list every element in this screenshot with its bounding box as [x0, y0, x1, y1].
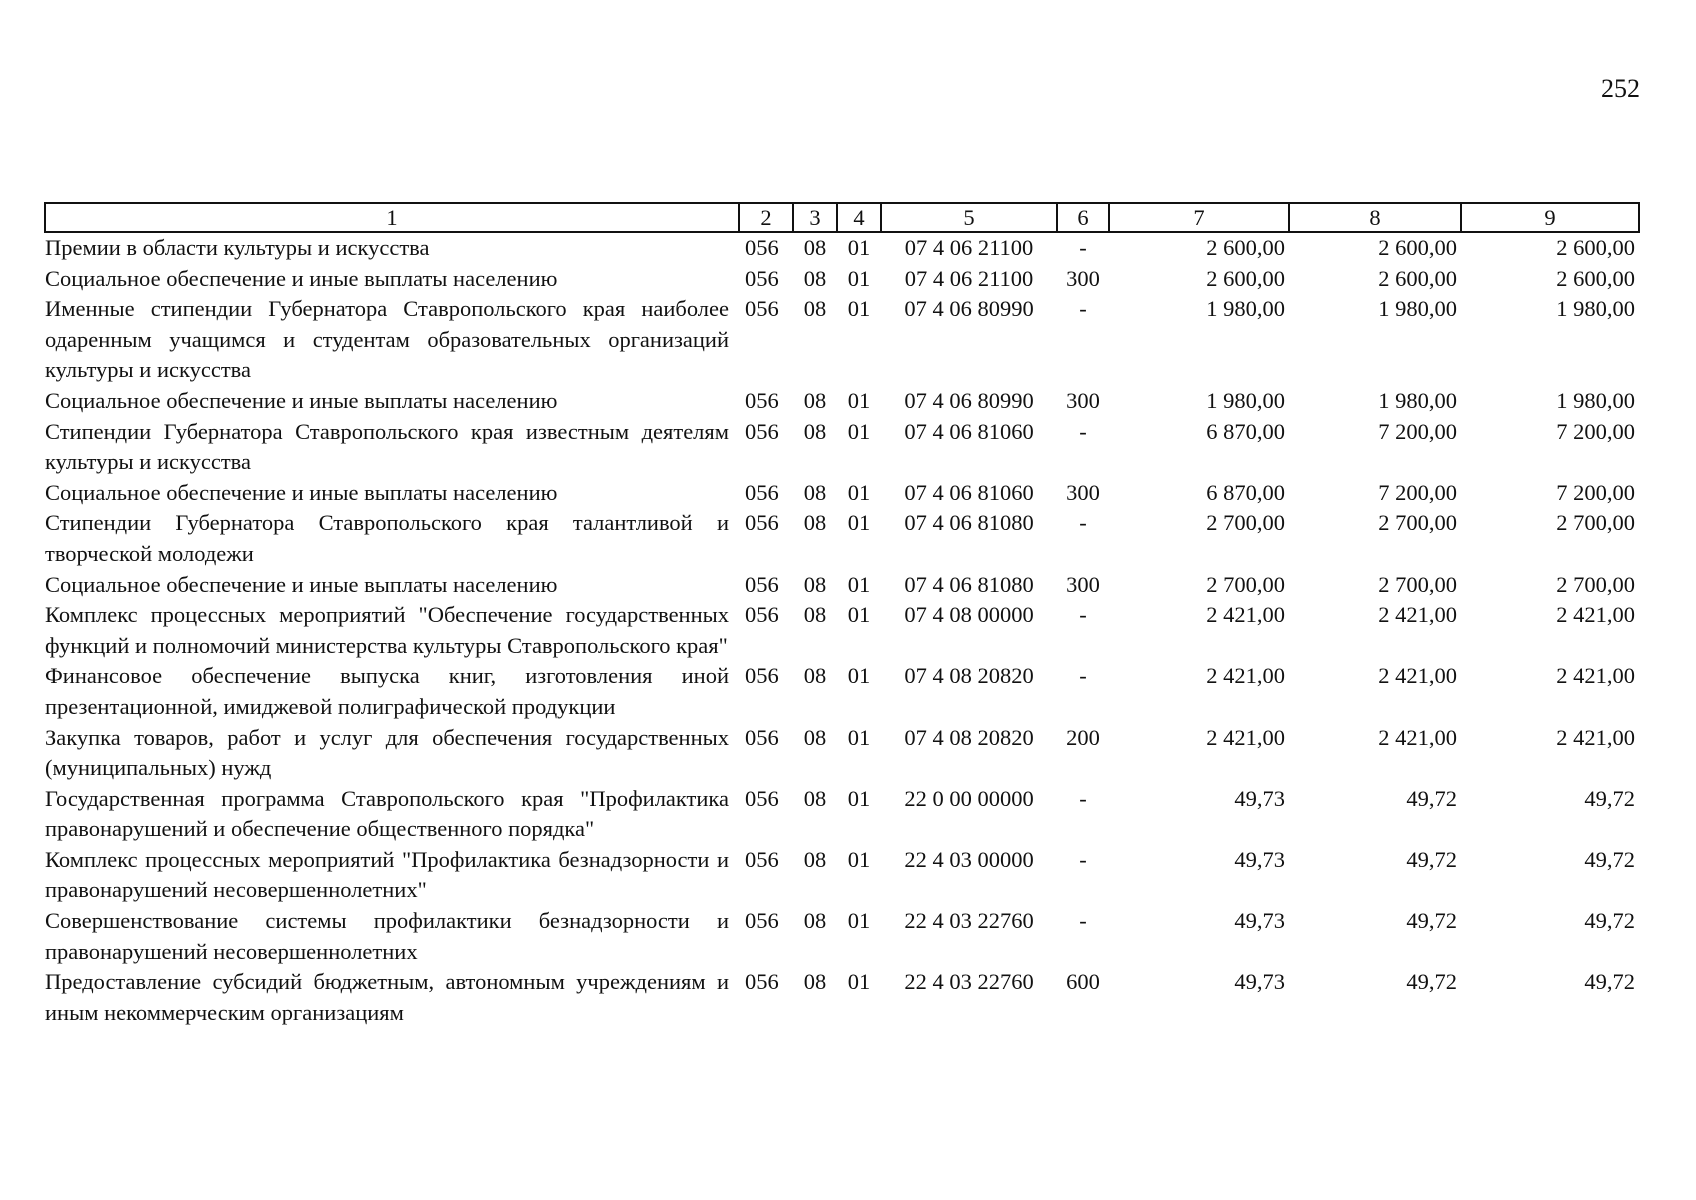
- admin-code: 056: [745, 265, 779, 291]
- subsection-code: 01: [847, 510, 871, 536]
- amount-col-9: 2 700,00: [1556, 510, 1635, 536]
- amount-col-8: 2 600,00: [1378, 265, 1457, 291]
- subsection-code: 01: [847, 571, 871, 597]
- amount-col-9: 2 700,00: [1556, 571, 1635, 597]
- subsection-code: 01: [847, 265, 871, 291]
- section-code: 08: [803, 510, 827, 536]
- subsection-code: 01: [847, 846, 871, 872]
- amount-col-8: 2 600,00: [1378, 235, 1457, 260]
- table-row: [45, 294, 1639, 386]
- admin-code: 056: [745, 785, 779, 811]
- subsection-code: 01: [847, 479, 871, 505]
- amount-col-7: 1 980,00: [1206, 387, 1285, 413]
- table-row: [45, 232, 1639, 264]
- item-name: Социальное обеспечение и иные выплаты населению: [45, 387, 558, 413]
- expense-type-code: 200: [1066, 724, 1100, 750]
- expense-type-code: -: [1079, 418, 1087, 444]
- target-article-code: 22 4 03 22760: [904, 969, 1034, 995]
- expense-type-code: -: [1079, 235, 1087, 260]
- section-code: 08: [803, 418, 827, 444]
- item-name: Премии в области культуры и искусства: [45, 235, 430, 260]
- amount-col-9: 1 980,00: [1556, 387, 1635, 413]
- column-header: 3: [793, 203, 837, 232]
- admin-code: 056: [745, 418, 779, 444]
- amount-col-8: 2 421,00: [1378, 602, 1457, 628]
- expense-type-code: -: [1079, 785, 1087, 811]
- amount-col-8: 7 200,00: [1378, 479, 1457, 505]
- admin-code: 056: [745, 602, 779, 628]
- admin-code: 056: [745, 969, 779, 995]
- subsection-code: 01: [847, 235, 871, 260]
- table-row: [45, 508, 1639, 569]
- target-article-code: 22 4 03 22760: [904, 908, 1034, 934]
- section-code: 08: [803, 724, 827, 750]
- expense-type-code: 300: [1066, 479, 1100, 505]
- amount-col-9: 49,72: [1584, 908, 1635, 934]
- expense-type-code: -: [1079, 510, 1087, 536]
- target-article-code: 07 4 06 80990: [904, 296, 1034, 322]
- section-code: 08: [803, 785, 827, 811]
- table-row: [45, 264, 1639, 295]
- column-header: 6: [1057, 203, 1109, 232]
- table-row: [45, 417, 1639, 478]
- item-name: Именные стипендии Губернатора Ставропольского края наиболее одаренным учащимся и студентам образовательных организаций культуры и искусства: [45, 296, 729, 383]
- section-code: 08: [803, 479, 827, 505]
- item-name: Закупка товаров, работ и услуг для обеспечения государственных (муниципальных) нужд: [45, 724, 729, 781]
- column-header: 7: [1109, 203, 1289, 232]
- admin-code: 056: [745, 296, 779, 322]
- admin-code: 056: [745, 510, 779, 536]
- expense-type-code: -: [1079, 663, 1087, 689]
- item-name: Социальное обеспечение и иные выплаты населению: [45, 479, 558, 505]
- target-article-code: 07 4 06 21100: [904, 235, 1034, 260]
- column-header: 1: [45, 203, 739, 232]
- table-row: [45, 386, 1639, 417]
- amount-col-8: 49,72: [1406, 785, 1457, 811]
- admin-code: 056: [745, 724, 779, 750]
- amount-col-7: 49,73: [1234, 908, 1285, 934]
- item-name: Комплекс процессных мероприятий "Обеспечение государственных функций и полномочий министерства культуры Ставропольского края": [45, 602, 729, 658]
- subsection-code: 01: [847, 785, 871, 811]
- section-code: 08: [803, 969, 827, 995]
- table-body: [45, 232, 1639, 1028]
- amount-col-8: 2 700,00: [1378, 571, 1457, 597]
- target-article-code: 22 4 03 00000: [904, 846, 1034, 872]
- target-article-code: 07 4 06 81080: [904, 571, 1034, 597]
- expense-type-code: -: [1079, 908, 1087, 934]
- amount-col-7: 2 421,00: [1206, 602, 1285, 628]
- table-row: [45, 478, 1639, 509]
- target-article-code: 07 4 08 00000: [904, 602, 1034, 628]
- header-row: [45, 203, 1639, 232]
- amount-col-7: 49,73: [1234, 969, 1285, 995]
- expense-type-code: 300: [1066, 571, 1100, 597]
- item-name: Предоставление субсидий бюджетным, автономным учреждениям и иным некоммерческим организациям: [45, 969, 729, 1025]
- amount-col-8: 7 200,00: [1378, 418, 1457, 444]
- section-code: 08: [803, 908, 827, 934]
- target-article-code: 07 4 06 81060: [904, 418, 1034, 444]
- amount-col-7: 49,73: [1234, 846, 1285, 872]
- amount-col-9: 2 600,00: [1556, 265, 1635, 291]
- amount-col-9: 2 421,00: [1556, 602, 1635, 628]
- amount-col-8: 49,72: [1406, 846, 1457, 872]
- column-header: 2: [739, 203, 793, 232]
- expense-type-code: -: [1079, 846, 1087, 872]
- amount-col-9: 7 200,00: [1556, 479, 1635, 505]
- section-code: 08: [803, 296, 827, 322]
- target-article-code: 07 4 06 81080: [904, 510, 1034, 536]
- column-header: 9: [1461, 203, 1639, 232]
- item-name: Совершенствование системы профилактики безнадзорности и правонарушений несовершеннолетних: [45, 908, 729, 964]
- amount-col-7: 2 421,00: [1206, 724, 1285, 750]
- item-name: Социальное обеспечение и иные выплаты населению: [45, 265, 558, 291]
- item-name: Социальное обеспечение и иные выплаты населению: [45, 571, 558, 597]
- amount-col-8: 49,72: [1406, 908, 1457, 934]
- table-row: [45, 723, 1639, 784]
- table-row: [45, 845, 1639, 906]
- amount-col-9: 49,72: [1584, 785, 1635, 811]
- amount-col-9: 2 600,00: [1556, 235, 1635, 260]
- table-row: [45, 906, 1639, 967]
- amount-col-8: 2 700,00: [1378, 510, 1457, 536]
- amount-col-7: 6 870,00: [1206, 479, 1285, 505]
- amount-col-7: 2 600,00: [1206, 235, 1285, 260]
- target-article-code: 07 4 08 20820: [904, 724, 1034, 750]
- subsection-code: 01: [847, 418, 871, 444]
- item-name: Стипендии Губернатора Ставропольского края талантливой и творческой молодежи: [45, 510, 729, 566]
- target-article-code: 07 4 06 81060: [904, 479, 1034, 505]
- amount-col-7: 2 600,00: [1206, 265, 1285, 291]
- subsection-code: 01: [847, 663, 871, 689]
- expense-type-code: 600: [1066, 969, 1100, 995]
- table-row: [45, 967, 1639, 1028]
- amount-col-9: 2 421,00: [1556, 724, 1635, 750]
- amount-col-9: 7 200,00: [1556, 418, 1635, 444]
- target-article-code: 07 4 06 21100: [904, 265, 1034, 291]
- expense-type-code: 300: [1066, 387, 1100, 413]
- section-code: 08: [803, 663, 827, 689]
- admin-code: 056: [745, 846, 779, 872]
- budget-table: [44, 202, 1640, 1028]
- target-article-code: 07 4 08 20820: [904, 663, 1034, 689]
- section-code: 08: [803, 265, 827, 291]
- amount-col-7: 2 421,00: [1206, 663, 1285, 689]
- subsection-code: 01: [847, 969, 871, 995]
- admin-code: 056: [745, 235, 779, 260]
- amount-col-9: 49,72: [1584, 969, 1635, 995]
- admin-code: 056: [745, 663, 779, 689]
- item-name: Государственная программа Ставропольского края "Профилактика правонарушений и обеспечение общественного порядка": [45, 785, 729, 842]
- section-code: 08: [803, 846, 827, 872]
- amount-col-8: 2 421,00: [1378, 724, 1457, 750]
- table-row: [45, 661, 1639, 722]
- admin-code: 056: [745, 571, 779, 597]
- amount-col-8: 2 421,00: [1378, 663, 1457, 689]
- admin-code: 056: [745, 908, 779, 934]
- subsection-code: 01: [847, 908, 871, 934]
- subsection-code: 01: [847, 602, 871, 628]
- amount-col-9: 1 980,00: [1556, 296, 1635, 322]
- item-name: Финансовое обеспечение выпуска книг, изготовления иной презентационной, имиджевой полиграфической продукции: [45, 663, 729, 719]
- column-header: 8: [1289, 203, 1461, 232]
- item-name: Стипендии Губернатора Ставропольского края известным деятелям культуры и искусства: [45, 418, 729, 475]
- amount-col-7: 49,73: [1234, 785, 1285, 811]
- column-header: 5: [881, 203, 1057, 232]
- amount-col-9: 2 421,00: [1556, 663, 1635, 689]
- section-code: 08: [803, 571, 827, 597]
- amount-col-7: 6 870,00: [1206, 418, 1285, 444]
- section-code: 08: [803, 235, 827, 260]
- subsection-code: 01: [847, 387, 871, 413]
- table-row: [45, 784, 1639, 845]
- item-name: Комплекс процессных мероприятий "Профилактика безнадзорности и правонарушений несовершеннолетних": [45, 846, 729, 903]
- target-article-code: 22 0 00 00000: [904, 785, 1034, 811]
- admin-code: 056: [745, 479, 779, 505]
- expense-type-code: 300: [1066, 265, 1100, 291]
- table-row: [45, 570, 1639, 601]
- page-number: 252: [1601, 74, 1640, 103]
- admin-code: 056: [745, 387, 779, 413]
- target-article-code: 07 4 06 80990: [904, 387, 1034, 413]
- amount-col-8: 49,72: [1406, 969, 1457, 995]
- expense-type-code: -: [1079, 602, 1087, 628]
- subsection-code: 01: [847, 724, 871, 750]
- amount-col-9: 49,72: [1584, 846, 1635, 872]
- section-code: 08: [803, 387, 827, 413]
- amount-col-8: 1 980,00: [1378, 296, 1457, 322]
- section-code: 08: [803, 602, 827, 628]
- amount-col-7: 1 980,00: [1206, 296, 1285, 322]
- column-header: 4: [837, 203, 881, 232]
- subsection-code: 01: [847, 296, 871, 322]
- amount-col-8: 1 980,00: [1378, 387, 1457, 413]
- expense-type-code: -: [1079, 296, 1087, 322]
- table-row: [45, 600, 1639, 661]
- amount-col-7: 2 700,00: [1206, 510, 1285, 536]
- amount-col-7: 2 700,00: [1206, 571, 1285, 597]
